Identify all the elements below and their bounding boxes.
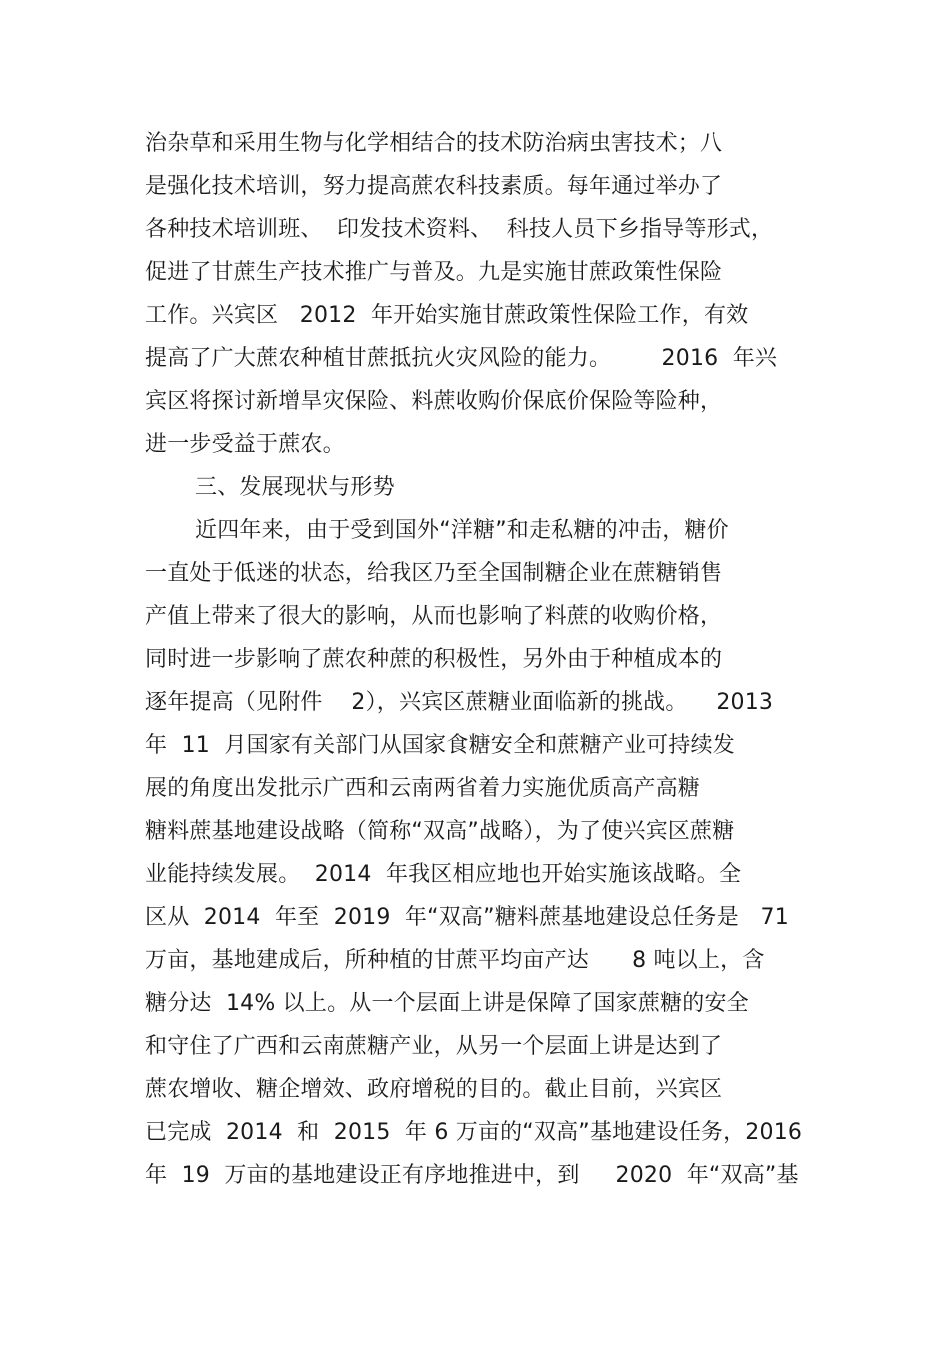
text-line: 同时进一步影响了蔗农种蔗的积极性，另外由于种植成本的: [145, 647, 723, 672]
text-line: 年 11 月国家有关部门从国家食糖安全和蔗糖产业可持续发: [145, 733, 735, 758]
text-line: 区从 2014 年至 2019 年“双高”糖料蔗基地建设总任务是 71: [145, 905, 789, 930]
text-line: 一直处于低迷的状态，给我区乃至全国制糖企业在蔗糖销售: [145, 561, 723, 586]
text-line: 糖料蔗基地建设战略（简称“双高”战略），为了使兴宾区蔗糖: [145, 819, 735, 844]
text-line: 是强化技术培训，努力提高蔗农科技素质。每年通过举办了: [145, 174, 723, 199]
text-line: 业能持续发展。 2014 年我区相应地也开始实施该战略。全: [145, 862, 742, 887]
text-line: 工作。兴宾区 2012 年开始实施甘蔗政策性保险工作，有效: [145, 303, 749, 328]
text-line: 展的角度出发批示广西和云南两省着力实施优质高产高糖: [145, 776, 701, 801]
text-line: 进一步受益于蔗农。: [145, 432, 345, 457]
text-line: 逐年提高（见附件 2），兴宾区蔗糖业面临新的挑战。 2013: [145, 690, 774, 715]
text-line: 产值上带来了很大的影响，从而也影响了料蔗的收购价格，: [145, 604, 723, 629]
text-line: 促进了甘蔗生产技术推广与普及。九是实施甘蔗政策性保险: [145, 260, 723, 285]
paragraph-first-line: 近四年来，由于受到国外“洋糖”和走私糖的冲击，糖价: [195, 518, 729, 543]
text-line: 糖分达 14% 以上。从一个层面上讲是保障了国家蔗糖的安全: [145, 991, 749, 1016]
text-line: 宾区将探讨新增旱灾保险、料蔗收购价保底价保险等险种，: [145, 389, 723, 414]
text-line: 年 19 万亩的基地建设正有序地推进中，到 2020 年“双高”基: [145, 1163, 799, 1188]
text-line: 蔗农增收、糖企增效、政府增税的目的。截止目前，兴宾区: [145, 1077, 723, 1102]
section-heading: 三、发展现状与形势: [195, 475, 395, 500]
text-line: 提高了广大蔗农种植甘蔗抵抗火灾风险的能力。 2016 年兴: [145, 346, 778, 371]
text-line: 已完成 2014 和 2015 年 6 万亩的“双高”基地建设任务，2016: [145, 1120, 803, 1145]
text-line: 和守住了广西和云南蔗糖产业，从另一个层面上讲是达到了: [145, 1034, 723, 1059]
text-line: 万亩，基地建成后，所种植的甘蔗平均亩产达 8 吨以上，含: [145, 948, 765, 973]
text-line: 治杂草和采用生物与化学相结合的技术防治病虫害技术；八: [145, 131, 723, 156]
text-line: 各种技术培训班、 印发技术资料、 科技人员下乡指导等形式，: [145, 217, 774, 242]
